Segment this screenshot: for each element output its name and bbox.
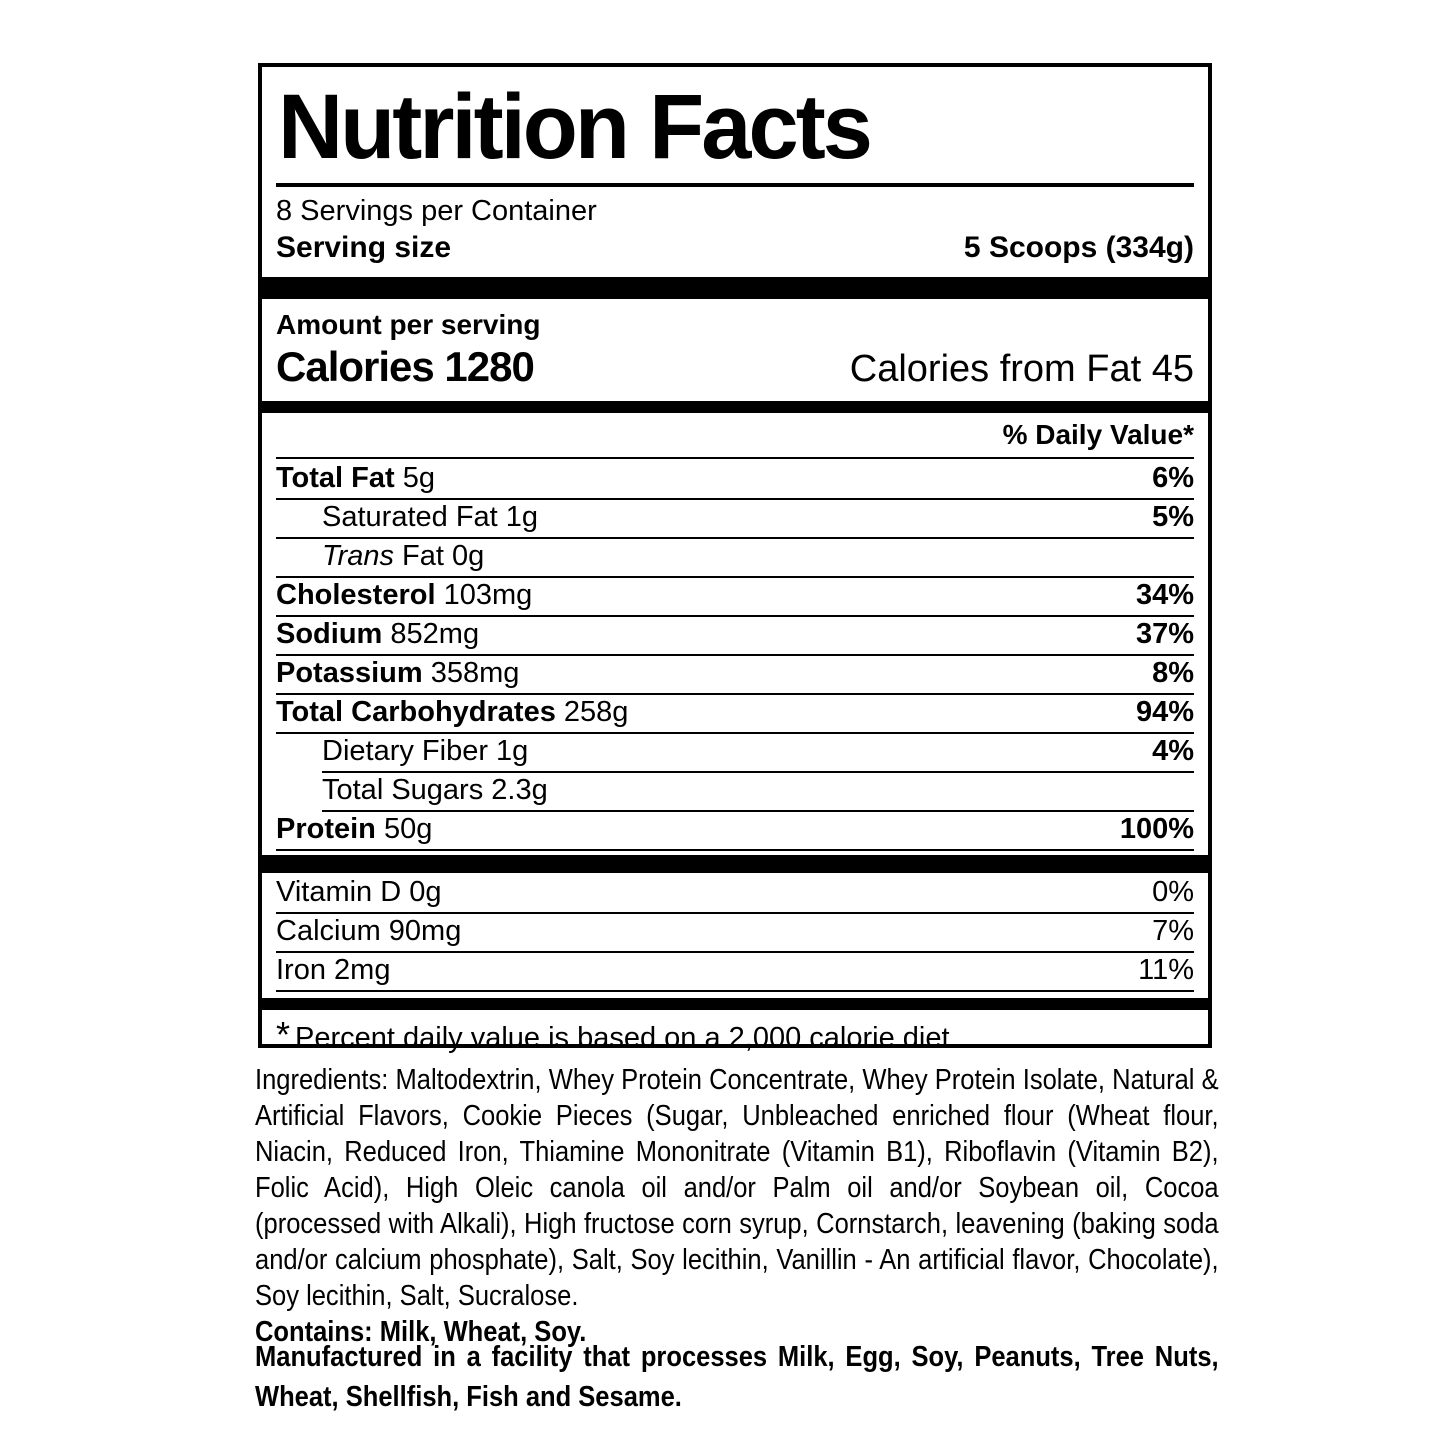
daily-value-percent: 0% <box>1152 876 1194 908</box>
nutrient-name: Total Sugars 2.3g <box>322 774 548 806</box>
daily-value-footnote <box>276 1010 1194 1056</box>
nutrient-row <box>276 615 1194 654</box>
micronutrient-rows <box>276 873 1194 992</box>
thick-divider <box>262 855 1208 873</box>
daily-value-percent: 34% <box>1135 579 1194 611</box>
nutrient-row <box>276 693 1194 732</box>
nutrition-facts-panel <box>258 63 1212 1055</box>
nutrient-name: Sodium 852mg <box>276 618 480 650</box>
amount-per-serving-label: Amount per serving <box>276 309 541 340</box>
calories-from-fat: Calories from Fat 45 <box>849 348 1194 390</box>
nutrient-row <box>276 732 1194 771</box>
thick-divider <box>262 998 1208 1010</box>
daily-value-percent: 37% <box>1135 618 1194 650</box>
footnote-asterisk: * <box>276 1014 291 1055</box>
daily-value-percent: 94% <box>1135 696 1194 728</box>
nutrient-row <box>276 576 1194 615</box>
daily-value-percent: 6% <box>1152 462 1194 494</box>
facility-allergen-statement: Manufactured in a facility that processes Milk, Egg, Soy, Peanuts, Tree Nuts, Wheat, Shellfish, Fish and Sesame. <box>255 1341 1219 1413</box>
nutrient-name: Saturated Fat 1g <box>322 501 539 533</box>
nutrient-name: Dietary Fiber 1g <box>322 735 529 767</box>
thick-divider <box>262 401 1208 413</box>
title-divider <box>276 183 1194 187</box>
daily-value-percent: 7% <box>1152 915 1194 947</box>
daily-value-percent: 5% <box>1152 501 1194 533</box>
nutrient-row <box>276 873 1194 912</box>
nutrient-row <box>276 459 1194 498</box>
serving-size-row <box>276 229 1194 267</box>
daily-value-header: % Daily Value* <box>276 413 1194 459</box>
servings-per-container: 8 Servings per Container <box>276 195 597 227</box>
nutrient-name: Total Fat 5g <box>276 462 436 494</box>
nutrient-row <box>276 537 1194 576</box>
footnote-text: Percent daily value is based on a 2,000 calorie diet <box>295 1022 950 1054</box>
serving-size-label: Serving size <box>276 231 452 264</box>
daily-value-percent: 100% <box>1119 813 1194 845</box>
nutrient-name: Calcium 90mg <box>276 915 462 947</box>
nutrient-row <box>276 810 1194 849</box>
nutrient-name: Total Carbohydrates 258g <box>276 696 629 728</box>
nutrient-row <box>276 654 1194 693</box>
nutrient-row <box>276 771 1194 810</box>
ingredients-text: Ingredients: Maltodextrin, Whey Protein Concentrate, Whey Protein Isolate, Natural & Artificial Flavors, Cookie Pieces (Sugar, Unbleached enriched flour (Wheat flour, Niacin, Reduced Iron, Thiamine Mononitrate (Vitamin B1), Riboflavin (Vitamin B2), Folic Acid), High Oleic canola oil and/or Palm oil and/or Soybean oil, Cocoa (processed with Alkali), High fructose corn syrup, Cornstarch, leavening (baking soda and/or calcium phosphate), Salt, Soy lecithin, Vanillin - An artificial flavor, Chocolate), Soy lecithin, Salt, Sucralose. <box>255 1064 1219 1312</box>
panel-title: Nutrition Facts <box>277 76 871 178</box>
ingredients-section <box>255 1062 1219 1350</box>
nutrient-name: Cholesterol 103mg <box>276 579 533 611</box>
serving-size-value: 5 Scoops (334g) <box>963 231 1194 264</box>
nutrient-name: Protein 50g <box>276 813 433 845</box>
calories-value: Calories 1280 <box>276 343 534 390</box>
nutrient-name: Iron 2mg <box>276 954 391 986</box>
nutrient-name: Trans Fat 0g <box>322 540 485 572</box>
contains-statement: Contains: Milk, Wheat, Soy. <box>255 1316 587 1348</box>
nutrient-row <box>276 498 1194 537</box>
thick-divider <box>262 277 1208 299</box>
daily-value-percent: 8% <box>1152 657 1194 689</box>
daily-value-percent: 11% <box>1138 954 1194 986</box>
daily-value-percent: 4% <box>1152 735 1194 767</box>
nutrient-name: Potassium 358mg <box>276 657 520 689</box>
nutrient-name: Vitamin D 0g <box>276 876 442 908</box>
nutrient-rows <box>276 459 1194 851</box>
nutrient-row <box>276 912 1194 951</box>
calories-row <box>276 343 1194 391</box>
nutrient-row <box>276 951 1194 990</box>
